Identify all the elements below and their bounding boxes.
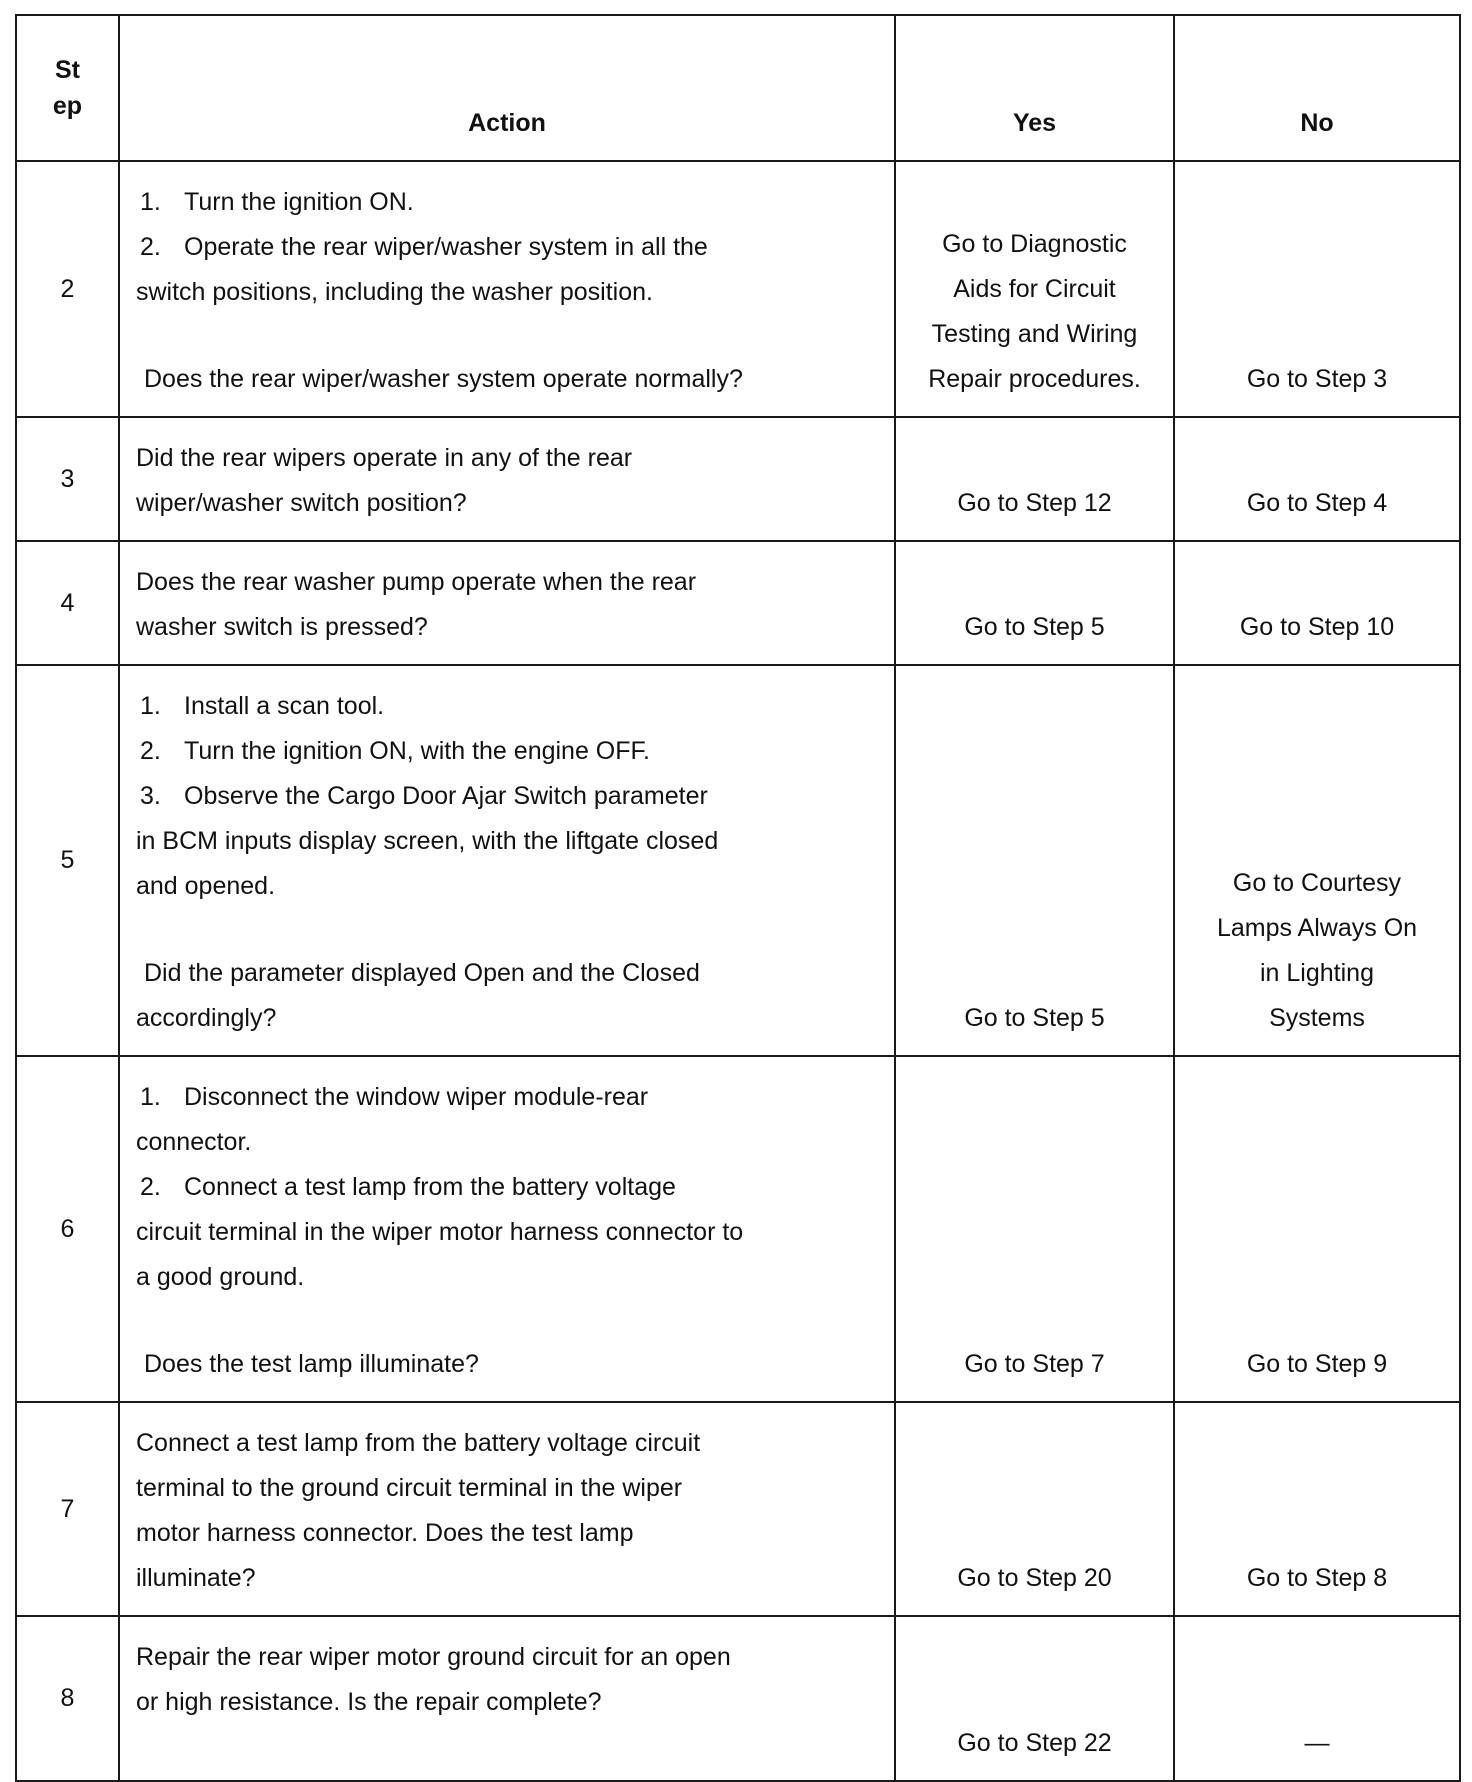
- no-cell: Go to Step 8: [1174, 1402, 1460, 1616]
- yes-cell: Go to Step 7: [895, 1056, 1174, 1402]
- action-cell: Repair the rear wiper motor ground circuit for an open or high resistance. Is the repair complete?: [119, 1616, 895, 1781]
- header-step: St ep: [16, 15, 119, 161]
- yes-cell: Go to Step 20: [895, 1402, 1174, 1616]
- action-cell: Connect a test lamp from the battery voltage circuit terminal to the ground circuit terminal in the wiper motor harness connector. Does the test lamp illuminate?: [119, 1402, 895, 1616]
- table-row: [16, 665, 1460, 1056]
- diagnostic-table: [15, 14, 1461, 1782]
- no-cell: —: [1174, 1616, 1460, 1781]
- table-row: [16, 541, 1460, 665]
- action-cell: 1. Install a scan tool. 2. Turn the ignition ON, with the engine OFF. 3. Observe the Cargo Door Ajar Switch parameter in BCM inputs display screen, with the liftgate closed and opened. Did the parameter displayed Open and the Closed accordingly?: [119, 665, 895, 1056]
- table-row: [16, 1056, 1460, 1402]
- question: Does the test lamp illuminate?: [144, 1350, 479, 1378]
- action-cell: Does the rear washer pump operate when the rear washer switch is pressed?: [119, 541, 895, 665]
- yes-cell: Go to Step 5: [895, 541, 1174, 665]
- header-no: No: [1174, 15, 1460, 161]
- step-number: 7: [16, 1402, 119, 1616]
- header-yes: Yes: [895, 15, 1174, 161]
- table-row: [16, 161, 1460, 417]
- step-number: 4: [16, 541, 119, 665]
- question: Did the parameter displayed Open and the Closed: [144, 959, 700, 987]
- no-cell: Go to Step 9: [1174, 1056, 1460, 1402]
- step-number: 8: [16, 1616, 119, 1781]
- action-cell: 1. Disconnect the window wiper module-rear connector. 2. Connect a test lamp from the battery voltage circuit terminal in the wiper motor harness connector to a good ground. Does the test lamp illuminate?: [119, 1056, 895, 1402]
- yes-cell: Go to Step 5: [895, 665, 1174, 1056]
- yes-cell: Go to Step 22: [895, 1616, 1174, 1781]
- header-action: Action: [119, 15, 895, 161]
- action-cell: Did the rear wipers operate in any of the rear wiper/washer switch position?: [119, 417, 895, 541]
- yes-cell: Go to Step 12: [895, 417, 1174, 541]
- yes-cell: Go to Diagnostic Aids for Circuit Testing and Wiring Repair procedures.: [895, 161, 1174, 417]
- step-number: 6: [16, 1056, 119, 1402]
- no-cell: Go to Step 3: [1174, 161, 1460, 417]
- step-number: 3: [16, 417, 119, 541]
- header-row: [16, 15, 1460, 161]
- no-cell: Go to Courtesy Lamps Always On in Lighting Systems: [1174, 665, 1460, 1056]
- table-row: [16, 417, 1460, 541]
- table-row: [16, 1616, 1460, 1781]
- table-row: [16, 1402, 1460, 1616]
- no-cell: Go to Step 4: [1174, 417, 1460, 541]
- step-number: 2: [16, 161, 119, 417]
- action-cell: 1. Turn the ignition ON. 2. Operate the rear wiper/washer system in all the switch positions, including the washer position. Does the rear wiper/washer system operate normally?: [119, 161, 895, 417]
- question: Does the rear wiper/washer system operate normally?: [144, 365, 743, 393]
- no-cell: Go to Step 10: [1174, 541, 1460, 665]
- step-number: 5: [16, 665, 119, 1056]
